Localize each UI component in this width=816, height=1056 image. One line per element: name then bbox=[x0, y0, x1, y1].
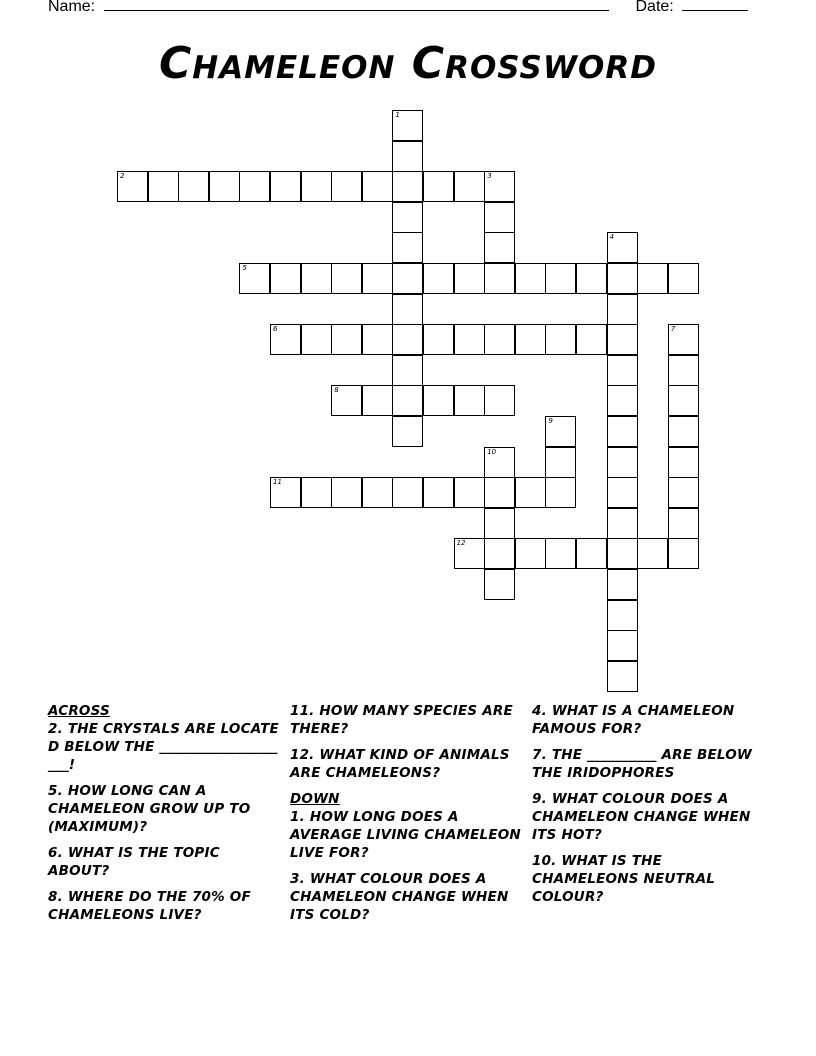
grid-cell[interactable] bbox=[392, 477, 423, 508]
grid-cell[interactable] bbox=[607, 600, 638, 631]
name-label: Name: bbox=[48, 0, 96, 15]
grid-cell[interactable] bbox=[423, 171, 454, 202]
grid-cell[interactable] bbox=[331, 171, 362, 202]
grid-cell[interactable] bbox=[668, 538, 699, 569]
grid-cell[interactable] bbox=[515, 324, 546, 355]
clues-column-1 bbox=[48, 702, 284, 932]
grid-cell[interactable] bbox=[148, 171, 179, 202]
grid-cell[interactable] bbox=[178, 171, 209, 202]
grid-cell[interactable] bbox=[484, 447, 515, 478]
clue-across-12: 12. WHAT KIND OF ANIMALS ARE CHAMELEONS? bbox=[290, 747, 510, 781]
grid-cell[interactable] bbox=[454, 477, 485, 508]
grid-cell[interactable] bbox=[668, 385, 699, 416]
grid-cell[interactable] bbox=[668, 355, 699, 386]
grid-cell[interactable] bbox=[607, 477, 638, 508]
grid-cell[interactable] bbox=[668, 263, 699, 294]
grid-cell[interactable] bbox=[607, 263, 638, 294]
grid-cell[interactable] bbox=[668, 416, 699, 447]
grid-cell[interactable] bbox=[423, 324, 454, 355]
grid-cell[interactable] bbox=[392, 416, 423, 447]
grid-cell[interactable] bbox=[301, 477, 332, 508]
grid-cell[interactable] bbox=[301, 324, 332, 355]
grid-cell[interactable] bbox=[576, 538, 607, 569]
grid-cell[interactable] bbox=[454, 385, 485, 416]
grid-cell[interactable] bbox=[545, 538, 576, 569]
grid-cell[interactable] bbox=[392, 324, 423, 355]
grid-cell[interactable] bbox=[331, 263, 362, 294]
grid-cell[interactable] bbox=[239, 171, 270, 202]
grid-cell[interactable] bbox=[331, 324, 362, 355]
clue-down-3: 3. WHAT COLOUR DOES A CHAMELEON CHANGE WHEN ITS COLD? bbox=[290, 871, 509, 923]
grid-cell[interactable] bbox=[607, 569, 638, 600]
clue-number: 1 bbox=[395, 111, 400, 119]
clue-number: 4 bbox=[609, 233, 615, 242]
clue-number: 7 bbox=[670, 325, 676, 334]
grid-cell[interactable] bbox=[270, 171, 301, 202]
grid-cell[interactable] bbox=[392, 294, 423, 325]
grid-cell[interactable] bbox=[301, 171, 332, 202]
grid-cell[interactable] bbox=[484, 202, 515, 233]
grid-cell[interactable] bbox=[607, 232, 638, 263]
grid-cell[interactable] bbox=[239, 263, 270, 294]
clue-number: 3 bbox=[487, 172, 492, 181]
down-heading: DOWN bbox=[290, 791, 340, 807]
grid-cell[interactable] bbox=[423, 385, 454, 416]
grid-cell[interactable] bbox=[392, 385, 423, 416]
grid-cell[interactable] bbox=[668, 477, 699, 508]
grid-cell[interactable] bbox=[545, 263, 576, 294]
grid-cell[interactable] bbox=[607, 416, 638, 447]
grid-cell[interactable] bbox=[484, 324, 515, 355]
grid-cell[interactable] bbox=[607, 385, 638, 416]
grid-cell[interactable] bbox=[454, 171, 485, 202]
grid-cell[interactable] bbox=[331, 385, 362, 416]
grid-cell[interactable] bbox=[270, 324, 301, 355]
grid-cell[interactable] bbox=[484, 385, 515, 416]
grid-cell[interactable] bbox=[545, 416, 576, 447]
grid-cell[interactable] bbox=[607, 447, 638, 478]
clue-number: 10 bbox=[487, 447, 497, 456]
page-title: Chameleon Crossword bbox=[158, 38, 657, 89]
grid-cell[interactable] bbox=[484, 477, 515, 508]
grid-cell[interactable] bbox=[545, 447, 576, 478]
date-label: Date: bbox=[635, 0, 674, 15]
clue-number: 6 bbox=[273, 325, 278, 334]
grid-cell[interactable] bbox=[545, 477, 576, 508]
clue-down-7: 7. THE __________ ARE BELOW THE IRIDOPHORES bbox=[532, 747, 753, 781]
clue-number: 8 bbox=[334, 386, 339, 395]
grid-cell[interactable] bbox=[607, 661, 638, 692]
grid-cell[interactable] bbox=[423, 263, 454, 294]
clue-across-2: 2. THE CRYSTALS ARE LOCATED BELOW THE ____________________! bbox=[48, 721, 279, 773]
grid-cell[interactable] bbox=[454, 538, 485, 569]
grid-cell[interactable] bbox=[392, 141, 423, 172]
grid-cell[interactable] bbox=[515, 538, 546, 569]
grid-cell[interactable] bbox=[392, 110, 423, 141]
grid-cell[interactable] bbox=[270, 477, 301, 508]
grid-cell[interactable] bbox=[117, 171, 148, 202]
grid-cell[interactable] bbox=[515, 477, 546, 508]
grid-cell[interactable] bbox=[301, 263, 332, 294]
clue-across-11: 11. HOW MANY SPECIES ARE THERE? bbox=[290, 703, 513, 737]
grid-cell[interactable] bbox=[362, 324, 393, 355]
clue-number: 9 bbox=[548, 417, 553, 425]
grid-cell[interactable] bbox=[607, 355, 638, 386]
grid-cell[interactable] bbox=[576, 324, 607, 355]
across-heading: ACROSS bbox=[48, 703, 110, 719]
grid-cell[interactable] bbox=[362, 385, 393, 416]
grid-cell[interactable] bbox=[362, 171, 393, 202]
clue-number: 11 bbox=[273, 478, 282, 487]
grid-cell[interactable] bbox=[637, 538, 668, 569]
grid-cell[interactable] bbox=[607, 324, 638, 355]
grid-cell[interactable] bbox=[454, 324, 485, 355]
grid-cell[interactable] bbox=[484, 569, 515, 600]
grid-cell[interactable] bbox=[209, 171, 240, 202]
grid-cell[interactable] bbox=[270, 263, 301, 294]
clue-down-10: 10. WHAT IS THE CHAMELEONS NEUTRAL COLOUR? bbox=[532, 853, 716, 905]
grid-cell[interactable] bbox=[362, 477, 393, 508]
clue-number: 12 bbox=[456, 539, 466, 548]
clue-across-5: 5. HOW LONG CAN A CHAMELEON GROW UP TO (MAXIMUM)? bbox=[48, 783, 251, 835]
clue-down-1: 1. HOW LONG DOES A AVERAGE LIVING CHAMELEON LIVE FOR? bbox=[290, 809, 521, 861]
grid-cell[interactable] bbox=[668, 324, 699, 355]
grid-cell[interactable] bbox=[392, 202, 423, 233]
grid-cell[interactable] bbox=[454, 263, 485, 294]
clues-column-3 bbox=[532, 702, 768, 914]
grid-cell[interactable] bbox=[576, 263, 607, 294]
grid-cell[interactable] bbox=[484, 538, 515, 569]
grid-cell[interactable] bbox=[484, 171, 515, 202]
clue-across-8: 8. WHERE DO THE 70% OF CHAMELEONS LIVE? bbox=[48, 889, 251, 923]
clue-number: 5 bbox=[242, 264, 247, 272]
grid-cell[interactable] bbox=[484, 232, 515, 263]
grid-cell[interactable] bbox=[607, 630, 638, 661]
clue-number: 2 bbox=[120, 172, 125, 181]
grid-cell[interactable] bbox=[331, 477, 362, 508]
grid-cell[interactable] bbox=[484, 263, 515, 294]
grid-cell[interactable] bbox=[607, 294, 638, 325]
clue-down-9: 9. WHAT COLOUR DOES A CHAMELEON CHANGE WHEN ITS HOT? bbox=[532, 791, 751, 843]
grid-cell[interactable] bbox=[668, 508, 699, 539]
grid-cell[interactable] bbox=[607, 508, 638, 539]
clue-down-4: 4. WHAT IS A CHAMELEON FAMOUS FOR? bbox=[532, 703, 735, 737]
grid-cell[interactable] bbox=[515, 263, 546, 294]
grid-cell[interactable] bbox=[607, 538, 638, 569]
grid-cell[interactable] bbox=[392, 263, 423, 294]
grid-cell[interactable] bbox=[362, 263, 393, 294]
grid-cell[interactable] bbox=[392, 171, 423, 202]
grid-cell[interactable] bbox=[423, 477, 454, 508]
grid-cell[interactable] bbox=[392, 232, 423, 263]
grid-cell[interactable] bbox=[392, 355, 423, 386]
grid-cell[interactable] bbox=[637, 263, 668, 294]
clues-column-2 bbox=[290, 702, 526, 932]
grid-cell[interactable] bbox=[545, 324, 576, 355]
grid-cell[interactable] bbox=[668, 447, 699, 478]
clue-across-6: 6. WHAT IS THE TOPIC ABOUT? bbox=[48, 845, 220, 879]
grid-cell[interactable] bbox=[484, 508, 515, 539]
